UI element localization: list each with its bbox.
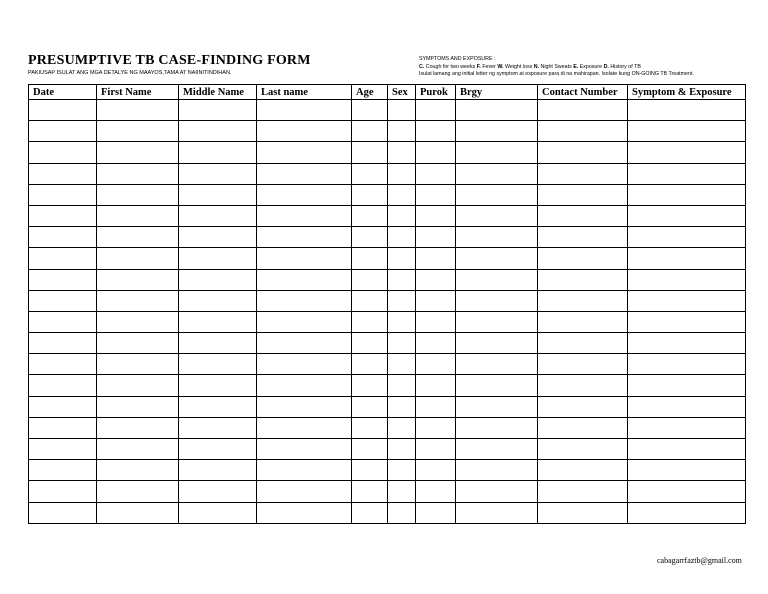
table-cell[interactable] [29, 184, 97, 205]
table-cell[interactable] [352, 439, 388, 460]
table-row [29, 142, 746, 163]
table-cell[interactable] [97, 142, 179, 163]
table-cell[interactable] [352, 354, 388, 375]
legend-code: F. [476, 63, 481, 70]
table-row [29, 121, 746, 142]
table-cell[interactable] [352, 163, 388, 184]
table-cell[interactable] [257, 417, 352, 438]
legend-code-text: Fever [480, 63, 498, 70]
table-cell[interactable] [179, 311, 257, 332]
table-cell[interactable] [628, 142, 746, 163]
table-cell[interactable] [29, 354, 97, 375]
table-cell[interactable] [179, 502, 257, 523]
table-cell[interactable] [416, 439, 456, 460]
column-header-contact-number: Contact Number [538, 85, 628, 100]
table-cell[interactable] [257, 205, 352, 226]
table-row [29, 396, 746, 417]
table-cell[interactable] [352, 417, 388, 438]
table-cell[interactable] [257, 248, 352, 269]
table-cell[interactable] [257, 502, 352, 523]
form-title: PRESUMPTIVE TB CASE-FINDING FORM [28, 53, 311, 68]
table-cell[interactable] [352, 375, 388, 396]
table-row [29, 417, 746, 438]
table-cell[interactable] [416, 460, 456, 481]
table-cell[interactable] [456, 142, 538, 163]
table-cell[interactable] [388, 375, 416, 396]
table-cell[interactable] [179, 354, 257, 375]
table-cell[interactable] [538, 502, 628, 523]
table-cell[interactable] [628, 396, 746, 417]
case-finding-table [28, 84, 746, 524]
table-cell[interactable] [29, 269, 97, 290]
table-cell[interactable] [97, 163, 179, 184]
legend-code-text: Night Sweats [539, 63, 574, 70]
column-header-age: Age [352, 85, 388, 100]
table-cell[interactable] [257, 460, 352, 481]
table-cell[interactable] [456, 269, 538, 290]
table-cell[interactable] [352, 184, 388, 205]
table-cell[interactable] [179, 205, 257, 226]
table-row [29, 481, 746, 502]
legend-code: D. [603, 63, 609, 70]
table-cell[interactable] [456, 502, 538, 523]
table-row [29, 205, 746, 226]
table-cell[interactable] [29, 481, 97, 502]
table-cell[interactable] [179, 439, 257, 460]
table-row [29, 100, 746, 121]
table-cell[interactable] [29, 439, 97, 460]
table-cell[interactable] [628, 121, 746, 142]
table-cell[interactable] [538, 142, 628, 163]
table-body [29, 100, 746, 524]
legend-note: Isulat lamang ang initial letter ng symptom at exposure para di na mahirapan. Isolate kung ON-GOING TB Treatment. [419, 71, 694, 77]
table-cell[interactable] [538, 290, 628, 311]
table-cell[interactable] [538, 227, 628, 248]
table-cell[interactable] [456, 417, 538, 438]
table-cell[interactable] [456, 227, 538, 248]
column-header-middle-name: Middle Name [179, 85, 257, 100]
header-row [29, 85, 746, 100]
table-cell[interactable] [388, 248, 416, 269]
table-cell[interactable] [628, 227, 746, 248]
table-cell[interactable] [29, 227, 97, 248]
table-cell[interactable] [456, 205, 538, 226]
table-row [29, 163, 746, 184]
table-cell[interactable] [628, 184, 746, 205]
table-row [29, 354, 746, 375]
table-cell[interactable] [97, 333, 179, 354]
table-cell[interactable] [628, 354, 746, 375]
table-cell[interactable] [388, 163, 416, 184]
table-cell[interactable] [388, 205, 416, 226]
table-cell[interactable] [257, 375, 352, 396]
table-cell[interactable] [352, 460, 388, 481]
table-cell[interactable] [97, 354, 179, 375]
legend-code: N. [533, 63, 540, 70]
table-cell[interactable] [538, 354, 628, 375]
table-cell[interactable] [628, 502, 746, 523]
table-cell[interactable] [179, 481, 257, 502]
table-cell[interactable] [179, 163, 257, 184]
table-cell[interactable] [257, 290, 352, 311]
table-cell[interactable] [416, 163, 456, 184]
table-cell[interactable] [538, 333, 628, 354]
table-cell[interactable] [628, 333, 746, 354]
column-header-first-name: First Name [97, 85, 179, 100]
table-row [29, 333, 746, 354]
table-cell[interactable] [257, 354, 352, 375]
table-cell[interactable] [388, 417, 416, 438]
table-cell[interactable] [29, 311, 97, 332]
table-cell[interactable] [538, 417, 628, 438]
table-cell[interactable] [388, 227, 416, 248]
table-cell[interactable] [352, 227, 388, 248]
table-cell[interactable] [456, 439, 538, 460]
table-cell[interactable] [628, 290, 746, 311]
table-cell[interactable] [29, 375, 97, 396]
table-cell[interactable] [257, 100, 352, 121]
table-cell[interactable] [456, 121, 538, 142]
table-cell[interactable] [179, 269, 257, 290]
table-cell[interactable] [416, 375, 456, 396]
table-cell[interactable] [29, 100, 97, 121]
table-cell[interactable] [456, 481, 538, 502]
table-cell[interactable] [388, 396, 416, 417]
legend-code: E. [573, 63, 579, 70]
table-cell[interactable] [456, 311, 538, 332]
table-cell[interactable] [257, 311, 352, 332]
table-cell[interactable] [257, 333, 352, 354]
table-cell[interactable] [257, 163, 352, 184]
table-cell[interactable] [352, 205, 388, 226]
column-header-sex: Sex [388, 85, 416, 100]
legend-code-text: History of TB [608, 63, 641, 70]
table-cell[interactable] [388, 290, 416, 311]
table-cell[interactable] [97, 205, 179, 226]
table-cell[interactable] [416, 121, 456, 142]
table-cell[interactable] [628, 460, 746, 481]
table-cell[interactable] [628, 205, 746, 226]
column-header-symptom-exposure: Symptom & Exposure [628, 85, 746, 100]
column-header-purok: Purok [416, 85, 456, 100]
table-cell[interactable] [538, 439, 628, 460]
table-cell[interactable] [456, 354, 538, 375]
contact-email: cabagarrfaztb@gmail.com [657, 556, 742, 565]
table-cell[interactable] [538, 460, 628, 481]
table-cell[interactable] [456, 184, 538, 205]
table-cell[interactable] [179, 290, 257, 311]
table-cell[interactable] [97, 227, 179, 248]
table-cell[interactable] [416, 142, 456, 163]
table-cell[interactable] [179, 142, 257, 163]
table-cell[interactable] [352, 142, 388, 163]
table-row [29, 290, 746, 311]
table-cell[interactable] [628, 100, 746, 121]
table-cell[interactable] [179, 227, 257, 248]
table-cell[interactable] [352, 333, 388, 354]
table-row [29, 311, 746, 332]
table-cell[interactable] [97, 100, 179, 121]
table-cell[interactable] [29, 396, 97, 417]
table-cell[interactable] [538, 481, 628, 502]
table-cell[interactable] [97, 375, 179, 396]
table-cell[interactable] [538, 121, 628, 142]
column-header-brgy: Brgy [456, 85, 538, 100]
table-cell[interactable] [29, 333, 97, 354]
table-cell[interactable] [388, 184, 416, 205]
table-cell[interactable] [538, 396, 628, 417]
table-row [29, 460, 746, 481]
table-cell[interactable] [29, 163, 97, 184]
table-cell[interactable] [388, 121, 416, 142]
table-cell[interactable] [97, 417, 179, 438]
table-cell[interactable] [97, 121, 179, 142]
table-cell[interactable] [352, 396, 388, 417]
table-cell[interactable] [179, 333, 257, 354]
table-cell[interactable] [97, 269, 179, 290]
table-cell[interactable] [179, 100, 257, 121]
table-row [29, 248, 746, 269]
table-cell[interactable] [416, 290, 456, 311]
table-cell[interactable] [456, 396, 538, 417]
table-cell[interactable] [628, 163, 746, 184]
table-cell[interactable] [388, 502, 416, 523]
table-cell[interactable] [352, 121, 388, 142]
table-cell[interactable] [97, 290, 179, 311]
symptoms-legend [419, 56, 694, 79]
table-cell[interactable] [538, 269, 628, 290]
column-header-date: Date [29, 85, 97, 100]
table-cell[interactable] [388, 354, 416, 375]
legend-code: W. [497, 63, 504, 70]
table-cell[interactable] [257, 481, 352, 502]
table-cell[interactable] [257, 142, 352, 163]
table-cell[interactable] [29, 142, 97, 163]
table-cell[interactable] [388, 142, 416, 163]
table-cell[interactable] [352, 100, 388, 121]
table-cell[interactable] [97, 248, 179, 269]
table-row [29, 502, 746, 523]
table-cell[interactable] [179, 417, 257, 438]
table-row [29, 227, 746, 248]
table-cell[interactable] [456, 248, 538, 269]
table-cell[interactable] [257, 269, 352, 290]
table-cell[interactable] [29, 290, 97, 311]
table-cell[interactable] [97, 481, 179, 502]
table-cell[interactable] [352, 502, 388, 523]
table-cell[interactable] [257, 439, 352, 460]
table-cell[interactable] [179, 121, 257, 142]
table-cell[interactable] [416, 269, 456, 290]
table-cell[interactable] [538, 205, 628, 226]
table-cell[interactable] [388, 481, 416, 502]
table-cell[interactable] [388, 269, 416, 290]
table-cell[interactable] [538, 248, 628, 269]
table-cell[interactable] [388, 311, 416, 332]
table-cell[interactable] [628, 417, 746, 438]
table-cell[interactable] [416, 396, 456, 417]
table-row [29, 184, 746, 205]
table-cell[interactable] [628, 311, 746, 332]
table-row [29, 439, 746, 460]
table-cell[interactable] [179, 184, 257, 205]
table-cell[interactable] [388, 100, 416, 121]
table-cell[interactable] [416, 333, 456, 354]
table-cell[interactable] [352, 481, 388, 502]
table-cell[interactable] [456, 100, 538, 121]
table-cell[interactable] [538, 184, 628, 205]
table-cell[interactable] [29, 417, 97, 438]
table-cell[interactable] [416, 100, 456, 121]
table-cell[interactable] [416, 417, 456, 438]
table-cell[interactable] [416, 184, 456, 205]
table-cell[interactable] [352, 269, 388, 290]
table-cell[interactable] [29, 502, 97, 523]
table-cell[interactable] [456, 460, 538, 481]
form-instructions: PAKIUSAP ISULAT ANG MGA DETALYE NG MAAYOS,TAMA AT NAIINITINDIHAN. [28, 70, 232, 76]
table-cell[interactable] [97, 439, 179, 460]
table-cell[interactable] [29, 121, 97, 142]
table-cell[interactable] [628, 269, 746, 290]
legend-code: C. [419, 63, 425, 70]
table-cell[interactable] [179, 248, 257, 269]
legend-code-text: Weight loss [503, 63, 534, 70]
table-cell[interactable] [388, 460, 416, 481]
table-cell[interactable] [388, 333, 416, 354]
table-cell[interactable] [257, 184, 352, 205]
table-cell[interactable] [179, 375, 257, 396]
table-cell[interactable] [179, 460, 257, 481]
table-cell[interactable] [416, 354, 456, 375]
table-cell[interactable] [456, 290, 538, 311]
table-cell[interactable] [29, 205, 97, 226]
table-cell[interactable] [628, 375, 746, 396]
table-cell[interactable] [29, 248, 97, 269]
table-row [29, 375, 746, 396]
table-cell[interactable] [97, 460, 179, 481]
table-cell[interactable] [179, 396, 257, 417]
table-cell[interactable] [352, 248, 388, 269]
table-cell[interactable] [416, 481, 456, 502]
table-cell[interactable] [538, 375, 628, 396]
table-cell[interactable] [352, 290, 388, 311]
table-cell[interactable] [29, 460, 97, 481]
table-cell[interactable] [538, 100, 628, 121]
table-cell[interactable] [97, 311, 179, 332]
table-cell[interactable] [538, 311, 628, 332]
table-cell[interactable] [97, 502, 179, 523]
table-row [29, 269, 746, 290]
table-cell[interactable] [97, 396, 179, 417]
table-cell[interactable] [388, 439, 416, 460]
legend-code-text: Exposure [578, 63, 604, 70]
table-cell[interactable] [416, 227, 456, 248]
table-cell[interactable] [416, 502, 456, 523]
legend-code-text: Cough for two weeks [424, 63, 477, 70]
column-header-last-name: Last name [257, 85, 352, 100]
table-cell[interactable] [456, 163, 538, 184]
legend-codes [419, 64, 694, 72]
table-cell[interactable] [538, 163, 628, 184]
table-cell[interactable] [456, 375, 538, 396]
table-cell[interactable] [628, 248, 746, 269]
table-cell[interactable] [416, 248, 456, 269]
table-cell[interactable] [416, 311, 456, 332]
table-cell[interactable] [257, 396, 352, 417]
legend-heading: SYMPTOMS AND EXPOSURE : [419, 56, 496, 62]
table-cell[interactable] [257, 121, 352, 142]
table-cell[interactable] [257, 227, 352, 248]
table-cell[interactable] [97, 184, 179, 205]
table-cell[interactable] [628, 439, 746, 460]
table-cell[interactable] [416, 205, 456, 226]
table-cell[interactable] [456, 333, 538, 354]
table-cell[interactable] [628, 481, 746, 502]
table-cell[interactable] [352, 311, 388, 332]
